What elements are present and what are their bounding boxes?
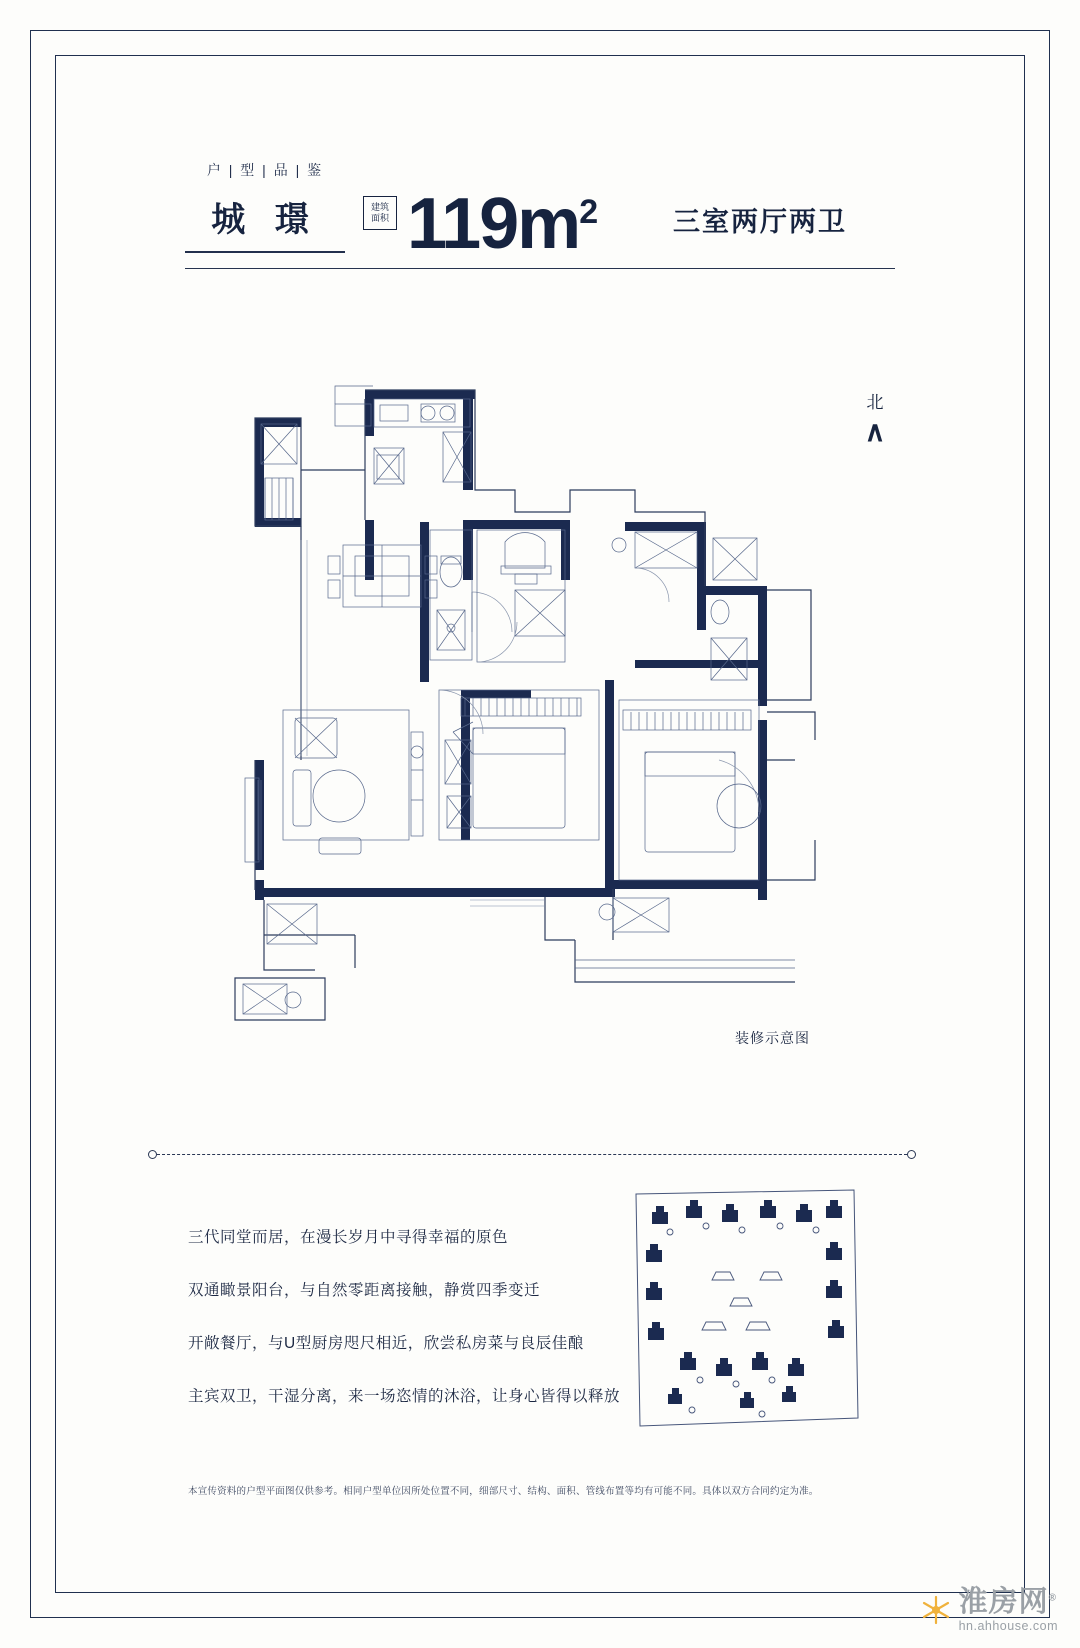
watermark-url: hn.ahhouse.com bbox=[958, 1618, 1058, 1633]
disclaimer-text: 本宣传资料的户型平面图仅供参考。相同户型单位因所处位置不同，细部尺寸、结构、面积、管线布置等均有可能不同。具体以双方合同约定为准。 bbox=[188, 1486, 819, 1497]
layout-description: 三室两厅两卫 bbox=[673, 207, 847, 237]
watermark-registered-mark: ® bbox=[1048, 1591, 1057, 1603]
compass-arrow-icon: ∧ bbox=[864, 416, 886, 447]
watermark bbox=[919, 1585, 1058, 1633]
header-divider bbox=[185, 268, 895, 269]
divider-dot-left bbox=[148, 1150, 157, 1159]
title-block bbox=[185, 160, 345, 253]
watermark-logo-icon bbox=[919, 1593, 953, 1627]
list-item: 双通瞰景阳台，与自然零距离接触，静赏四季变迁 bbox=[188, 1282, 541, 1299]
list-item: 开敞餐厅，与U型厨房咫尺相近，欣尝私房菜与良辰佳酿 bbox=[188, 1335, 584, 1352]
watermark-name-text: 淮房网 bbox=[958, 1585, 1049, 1618]
floor-plan-drawing bbox=[215, 360, 855, 1040]
section-divider bbox=[148, 1150, 916, 1159]
divider-dot-right bbox=[907, 1150, 916, 1159]
site-location-map bbox=[630, 1188, 860, 1428]
area-unit-exponent: 2 bbox=[579, 193, 597, 231]
divider-dash-line bbox=[157, 1154, 907, 1155]
area-value bbox=[407, 172, 596, 264]
title-kicker: 户 | 型 | 品 | 鉴 bbox=[206, 162, 324, 178]
compass-label: 北 bbox=[866, 393, 884, 412]
area-badge-line2: 面积 bbox=[370, 213, 389, 223]
list-item: 主宾双卫，干湿分离，来一场恣情的沐浴，让身心皆得以释放 bbox=[188, 1388, 621, 1405]
area-badge-line1: 建筑 bbox=[370, 202, 389, 212]
watermark-text bbox=[958, 1585, 1058, 1633]
watermark-name bbox=[958, 1585, 1058, 1618]
area-number: 119m bbox=[407, 184, 580, 264]
list-item: 三代同堂而居，在漫长岁月中寻得幸福的原色 bbox=[188, 1229, 509, 1246]
feature-list bbox=[188, 1228, 621, 1440]
unit-name: 城 璟 bbox=[185, 192, 345, 253]
plan-caption: 装修示意图 bbox=[735, 1030, 810, 1046]
area-badge bbox=[363, 196, 397, 230]
header bbox=[185, 160, 895, 270]
